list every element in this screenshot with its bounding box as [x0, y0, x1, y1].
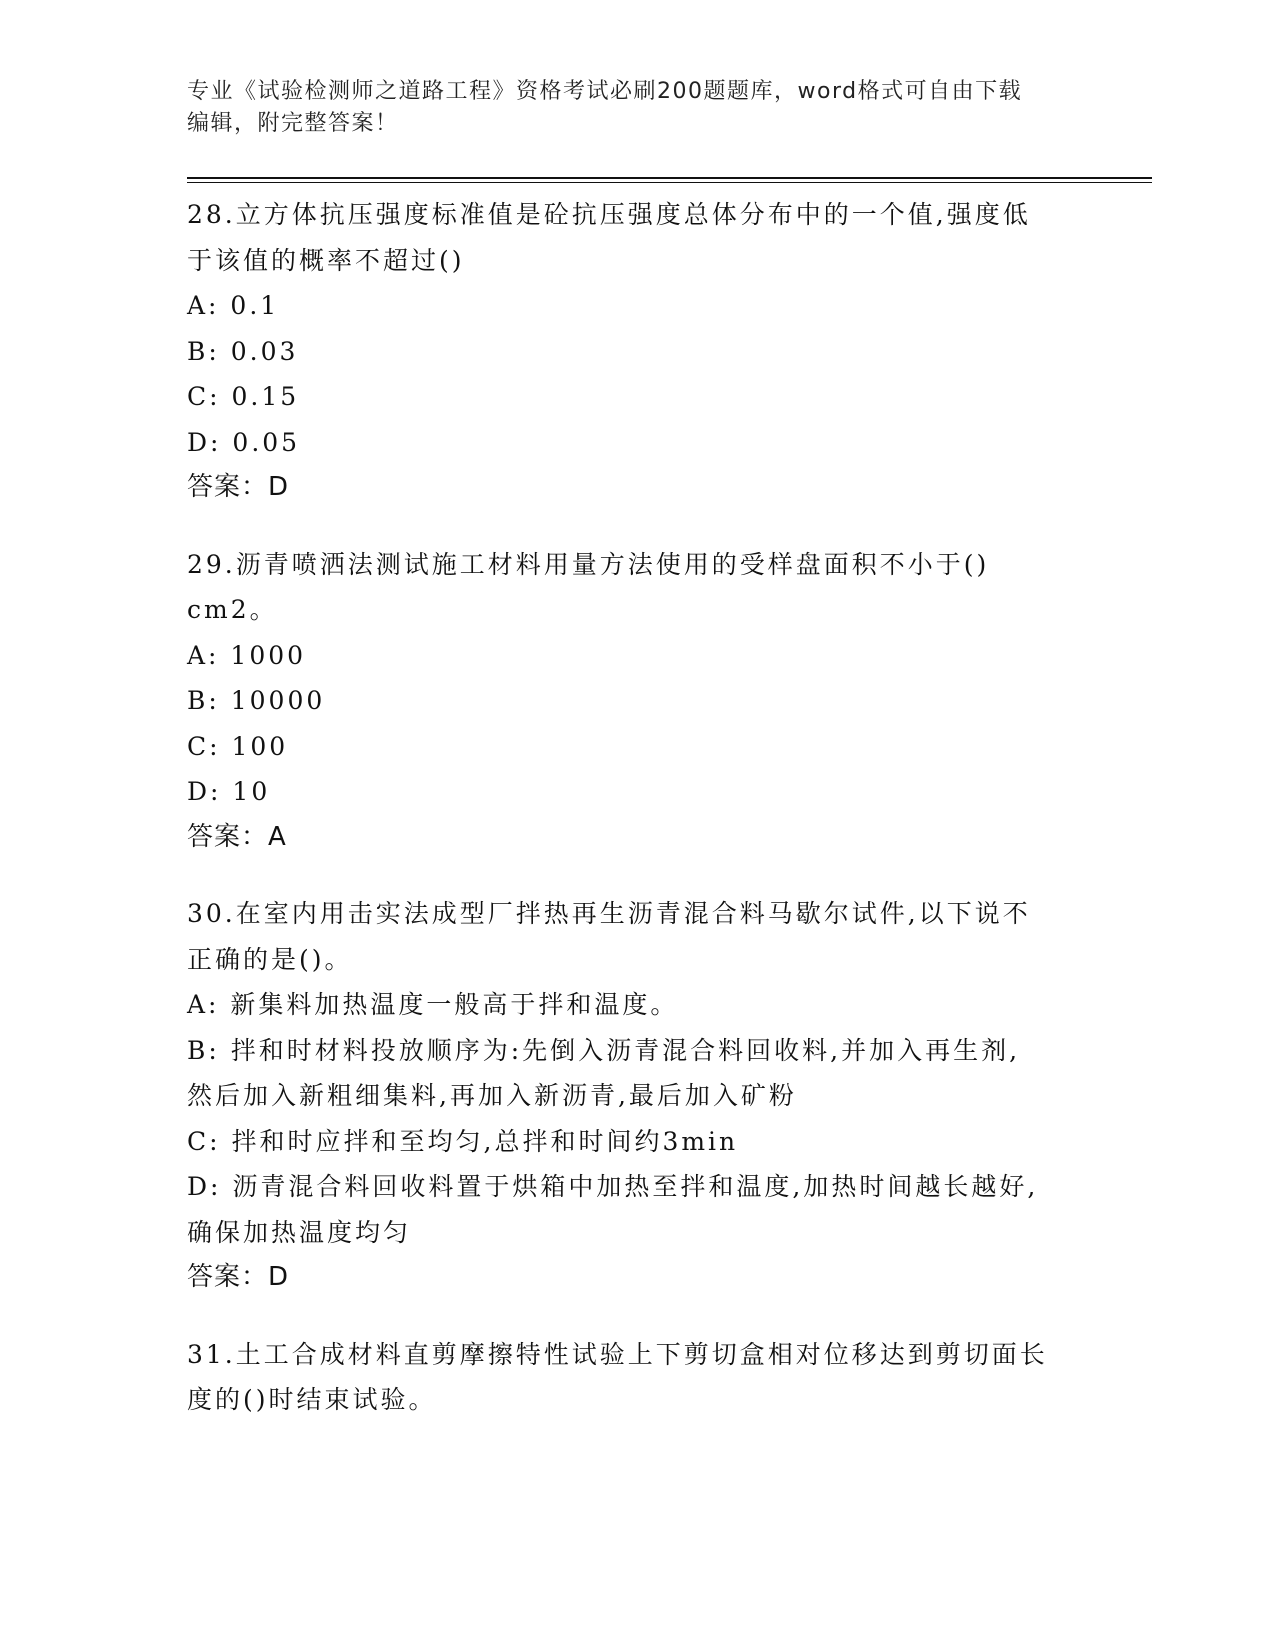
- question-stem: 30.在室内用击实法成型厂拌热再生沥青混合料马歇尔试件,以下说不: [187, 899, 1031, 928]
- answer-line: 答案：D: [187, 472, 290, 502]
- question-stem: 度的()时结束试验。: [187, 1385, 437, 1414]
- option-b-continued: 然后加入新粗细集料,再加入新沥青,最后加入矿粉: [187, 1081, 797, 1110]
- option-c: C: 0.15: [187, 382, 300, 411]
- header-divider-thin: [187, 182, 1152, 183]
- question-stem: 于该值的概率不超过(): [187, 245, 465, 275]
- question-stem: 31.土工合成材料直剪摩擦特性试验上下剪切盒相对位移达到剪切面长: [187, 1339, 1048, 1369]
- question-28: [187, 192, 1087, 511]
- option-a: A: 新集料加热温度一般高于拌和温度。: [187, 990, 679, 1019]
- option-c: C: 100: [187, 731, 289, 761]
- option-d-continued: 确保加热温度均匀: [187, 1217, 412, 1247]
- question-29: [187, 542, 1087, 861]
- header-line: 编辑，附完整答案！: [187, 111, 399, 136]
- question-stem: 正确的是()。: [187, 944, 353, 974]
- question-list: [187, 192, 1087, 1454]
- question-stem: 28.立方体抗压强度标准值是砼抗压强度总体分布中的一个值,强度低: [187, 200, 1031, 229]
- question-30: [187, 891, 1087, 1301]
- question-31: [187, 1332, 1087, 1423]
- header-line: 专业《试验检测师之道路工程》资格考试必刷200题题库，word格式可自由下载: [187, 79, 1023, 104]
- question-stem: 29.沥青喷洒法测试施工材料用量方法使用的受样盘面积不小于(): [187, 549, 990, 579]
- option-d: D: 0.05: [187, 427, 301, 457]
- answer-line: 答案：A: [187, 821, 287, 852]
- option-a: A: 0.1: [187, 291, 280, 320]
- question-stem: cm2。: [187, 595, 278, 624]
- header-divider: [187, 177, 1152, 179]
- option-d: D: 沥青混合料回收料置于烘箱中加热至拌和温度,加热时间越长越好,: [187, 1172, 1039, 1201]
- option-d: D: 10: [187, 777, 271, 806]
- document-header: [187, 76, 1087, 140]
- answer-line: 答案：D: [187, 1262, 290, 1292]
- option-b: B: 0.03: [187, 336, 299, 366]
- option-c: C: 拌和时应拌和至均匀,总拌和时间约3min: [187, 1126, 739, 1156]
- option-a: A: 1000: [187, 640, 307, 670]
- option-b: B: 拌和时材料投放顺序为:先倒入沥青混合料回收料,并加入再生剂,: [187, 1035, 1021, 1065]
- option-b: B: 10000: [187, 686, 326, 715]
